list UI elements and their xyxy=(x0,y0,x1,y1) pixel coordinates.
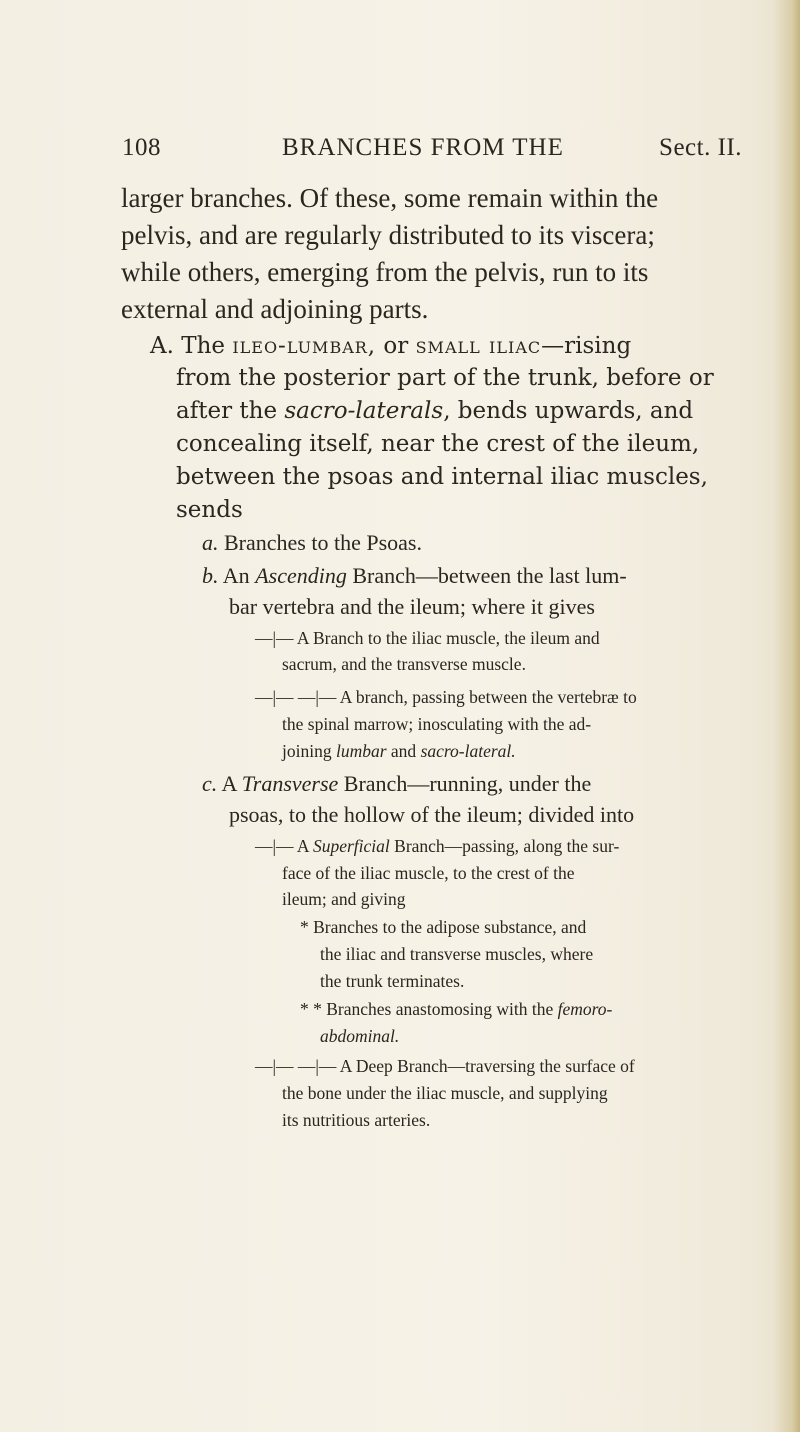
text-line: abdominal. xyxy=(320,1026,400,1046)
text-line: the iliac and transverse muscles, where xyxy=(320,944,594,964)
running-title: BRANCHES FROM THE xyxy=(282,134,564,161)
text-line: joining lumbar and sacro-lateral. xyxy=(282,741,516,761)
page-edge-shadow xyxy=(774,0,800,1432)
item-b: b. An Ascending Branch—between the last lum- xyxy=(202,563,627,588)
text-line: the trunk terminates. xyxy=(320,971,465,991)
sub-item: —|— A Branch to the iliac muscle, the ileum and xyxy=(255,628,600,648)
text-line: larger branches. Of these, some remain within the xyxy=(121,183,659,213)
page-number: 108 xyxy=(122,134,161,161)
text-line: ileum; and giving xyxy=(282,889,406,909)
running-header xyxy=(122,134,742,174)
text-line: sends xyxy=(176,497,243,523)
text-line: while others, emerging from the pelvis, run to its xyxy=(121,257,649,287)
text-line: its nutritious arteries. xyxy=(282,1110,431,1130)
text-line: after the sacro-laterals, bends upwards, and xyxy=(176,398,694,424)
text-line: concealing itself, near the crest of the ileum, xyxy=(176,431,700,457)
text-line: bar vertebra and the ileum; where it gives xyxy=(229,594,595,619)
item-c: c. A Transverse Branch—running, under the xyxy=(202,771,592,796)
star-item: * Branches to the adipose substance, and xyxy=(300,917,587,937)
text-line: psoas, to the hollow of the ileum; divided into xyxy=(229,802,635,827)
item-a: a. Branches to the Psoas. xyxy=(202,530,422,555)
text-line: external and adjoining parts. xyxy=(121,294,429,324)
text-line: face of the iliac muscle, to the crest of the xyxy=(282,863,575,883)
sub-item: —|— —|— A branch, passing between the vertebræ to xyxy=(255,687,637,707)
sub-item: —|— —|— A Deep Branch—traversing the surface of xyxy=(255,1056,635,1076)
text-line: between the psoas and internal iliac muscles, xyxy=(176,464,708,490)
text-line: from the posterior part of the trunk, before or xyxy=(176,365,714,391)
sub-item: —|— A Superficial Branch—passing, along the sur- xyxy=(255,836,620,856)
heading-A: A. The ileo-lumbar, or small iliac—rising xyxy=(150,333,632,359)
text-line: sacrum, and the transverse muscle. xyxy=(282,654,526,674)
text-line: the spinal marrow; inosculating with the ad- xyxy=(282,714,592,734)
section-label: Sect. II. xyxy=(659,134,742,161)
text-line: the bone under the iliac muscle, and supplying xyxy=(282,1083,608,1103)
text-line: pelvis, and are regularly distributed to its viscera; xyxy=(121,220,655,250)
star-item: * * Branches anastomosing with the femoro- xyxy=(300,999,613,1019)
